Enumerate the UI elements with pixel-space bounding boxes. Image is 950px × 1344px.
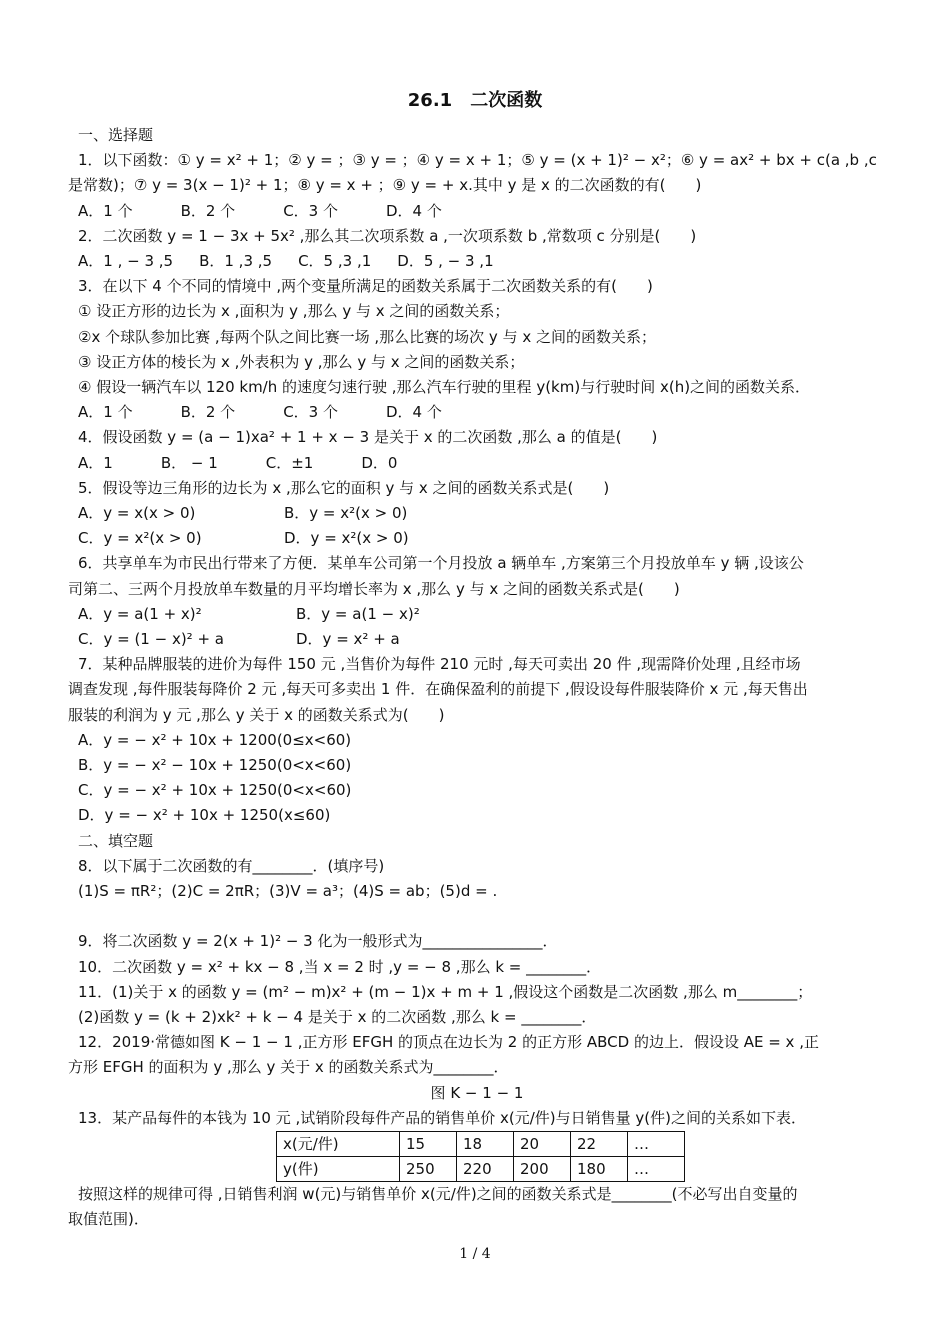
question-12-line-2: 方形 EFGH 的面积为 y ,那么 y 关于 x 的函数关系式为________． xyxy=(68,1058,509,1077)
option-d: D．5 , − 3 ,1 xyxy=(397,252,494,271)
table-cell: 20 xyxy=(514,1131,571,1156)
question-7-line-1: 7．某种品牌服装的进价为每件 150 元 ,当售价为每件 210 元时 ,每天可卖出 20 件 ,现需降价处理 ,且经市场 xyxy=(78,655,801,674)
question-2-options xyxy=(68,249,886,274)
question-6-line-1: 6．共享单车为市民出行带来了方便．某单车公司第一个月投放 a 辆单车 ,方案第三个月投放单车 y 辆 ,设该公 xyxy=(78,554,804,573)
question-1-line-2: 是常数)；⑦ y = 3(x − 1)² + 1；⑧ y = x + ；⑨ y = + x.其中 y 是 x 的二次函数的有( ) xyxy=(68,176,702,195)
table-cell: … xyxy=(628,1156,685,1181)
question-6-line-2: 司第二、三两个月投放单车数量的月平均增长率为 x ,那么 y 与 x 之间的函数关系式是( ) xyxy=(68,579,680,598)
option-c: C．±1 xyxy=(265,453,314,472)
page-number: 1 / 4 xyxy=(459,1246,491,1262)
question-12-line-1: 12．2019·常德如图 K − 1 − 1 ,正方形 EFGH 的顶点在边长为 2 的正方形 ABCD 的边上．假设设 AE = x ,正 xyxy=(78,1033,819,1052)
table-cell: 220 xyxy=(457,1156,514,1181)
option-b: B．y = x²(x > 0) xyxy=(284,504,408,523)
table-cell: 18 xyxy=(457,1131,514,1156)
option-b: B．2 个 xyxy=(180,403,236,422)
section-heading-fill: 二、填空题 xyxy=(78,831,154,850)
question-5: 5．假设等边三角形的边长为 x ,那么它的面积 y 与 x 之间的函数关系式是( ) xyxy=(78,478,610,497)
question-1-options xyxy=(68,199,886,224)
section-heading-choice: 一、选择题 xyxy=(78,126,154,144)
question-7-line-3: 服装的利润为 y 元 ,那么 y 关于 x 的函数关系式为( ) xyxy=(68,705,445,724)
question-7-line-2: 调查发现 ,每件服装每降价 2 元 ,每天可多卖出 1 件．在确保盈利的前提下 ,假设设每件服装降价 x 元 ,每天售出 xyxy=(68,680,808,699)
option-a: A．1 , − 3 ,5 xyxy=(78,252,174,271)
option-d: D．4 个 xyxy=(385,403,442,422)
option-a: A．1 个 xyxy=(78,403,133,422)
question-4-options xyxy=(68,451,886,476)
figure-caption: 图 K − 1 − 1 xyxy=(430,1083,524,1102)
question-2: 2．二次函数 y = 1 − 3x + 5x² ,那么其二次项系数 a ,一次项系数 b ,常数项 c 分别是( ) xyxy=(78,226,697,245)
question-7-option-c: C．y = − x² + 10x + 1250(0<x<60) xyxy=(78,781,352,800)
option-a: A．y = a(1 + x)² xyxy=(78,604,202,623)
table-cell: … xyxy=(628,1131,685,1156)
option-d: D．4 个 xyxy=(385,201,442,220)
question-13-line-2: 取值范围)． xyxy=(68,1210,149,1229)
option-c: C．3 个 xyxy=(283,201,338,220)
option-d: D．y = x² + a xyxy=(296,630,400,649)
option-a: A．1 个 xyxy=(78,201,133,220)
page-title: 26.1 二次函数 xyxy=(407,90,543,111)
price-sales-table xyxy=(276,1131,685,1182)
table-cell: 15 xyxy=(400,1131,457,1156)
table-cell: x(元/件) xyxy=(277,1131,400,1156)
table-cell: 180 xyxy=(571,1156,628,1181)
spacer xyxy=(68,904,886,929)
table-cell: y(件) xyxy=(277,1156,400,1181)
question-4: 4．假设函数 y = (a − 1)xa² + 1 + x − 3 是关于 x 的二次函数 ,那么 a 的值是( ) xyxy=(78,428,658,447)
option-a: A．y = x(x > 0) xyxy=(78,504,196,523)
question-3-item-1: ① 设正方形的边长为 x ,面积为 y ,那么 y 与 x 之间的函数关系； xyxy=(78,302,510,321)
question-13-line-1: 按照这样的规律可得 ,日销售利润 w(元)与销售单价 x(元/件)之间的函数关系式是________(不必写出自变量的 xyxy=(78,1184,798,1203)
option-d: D．0 xyxy=(361,453,398,472)
question-6-options-row-2 xyxy=(68,627,886,652)
question-8-items: (1)S = πR²；(2)C = 2πR；(3)V = a³；(4)S = ab；(5)d = . xyxy=(78,882,498,901)
question-7-option-a: A．y = − x² + 10x + 1200(0≤x<60) xyxy=(78,730,352,749)
question-3-item-4: ④ 假设一辆汽车以 120 km/h 的速度匀速行驶 ,那么汽车行驶的里程 y(km)与行驶时间 x(h)之间的函数关系． xyxy=(78,378,811,397)
question-7-option-b: B．y = − x² − 10x + 1250(0<x<60) xyxy=(78,756,352,775)
question-11-line-2: (2)函数 y = (k + 2)xk² + k − 4 是关于 x 的二次函数 ,那么 k = ________． xyxy=(78,1007,597,1026)
question-1-line-1: 1．以下函数：① y = x² + 1；② y = ；③ y = ；④ y = x + 1；⑤ y = (x + 1)² − x²；⑥ y = ax² + bx + c(a ,b ,c xyxy=(78,151,877,170)
table-cell: 200 xyxy=(514,1156,571,1181)
question-5-options-row-1 xyxy=(68,501,886,526)
question-3-options xyxy=(68,400,886,425)
question-3: 3．在以下 4 个不同的情境中 ,两个变量所满足的函数关系属于二次函数关系的有( ) xyxy=(78,277,653,296)
table-row xyxy=(277,1131,685,1156)
question-10: 10．二次函数 y = x² + kx − 8 ,当 x = 2 时 ,y = − 8 ,那么 k = ________． xyxy=(78,957,602,976)
option-a: A．1 xyxy=(78,453,113,472)
table-cell: 22 xyxy=(571,1131,628,1156)
question-9: 9．将二次函数 y = 2(x + 1)² − 3 化为一般形式为________________． xyxy=(78,932,558,951)
table-row xyxy=(277,1156,685,1181)
question-5-options-row-2 xyxy=(68,526,886,551)
option-d: D．y = x²(x > 0) xyxy=(284,529,409,548)
option-c: C．3 个 xyxy=(283,403,338,422)
option-b: B．y = a(1 − x)² xyxy=(296,604,420,623)
table-cell: 250 xyxy=(400,1156,457,1181)
option-b: B．1 ,3 ,5 xyxy=(199,252,273,271)
question-11-line-1: 11．(1)关于 x 的函数 y = (m² − m)x² + (m − 1)x + m + 1 ,假设这个函数是二次函数 ,那么 m________； xyxy=(78,982,813,1001)
question-13: 13．某产品每件的本钱为 10 元 ,试销阶段每件产品的销售单价 x(元/件)与日销售量 y(件)之间的关系如下表． xyxy=(78,1108,807,1127)
option-c: C．y = (1 − x)² + a xyxy=(78,630,224,649)
question-8: 8．以下属于二次函数的有________．(填序号) xyxy=(78,856,385,875)
question-3-item-3: ③ 设正方体的棱长为 x ,外表积为 y ,那么 y 与 x 之间的函数关系； xyxy=(78,352,525,371)
option-b: B．2 个 xyxy=(180,201,236,220)
option-c: C．y = x²(x > 0) xyxy=(78,529,202,548)
option-c: C．5 ,3 ,1 xyxy=(298,252,372,271)
option-b: B． − 1 xyxy=(160,453,218,472)
question-3-item-2: ②x 个球队参加比赛 ,每两个队之间比赛一场 ,那么比赛的场次 y 与 x 之间的函数关系； xyxy=(78,327,656,346)
question-7-option-d: D．y = − x² + 10x + 1250(x≤60) xyxy=(78,806,331,825)
document-body xyxy=(68,123,886,1232)
question-6-options-row-1 xyxy=(68,602,886,627)
